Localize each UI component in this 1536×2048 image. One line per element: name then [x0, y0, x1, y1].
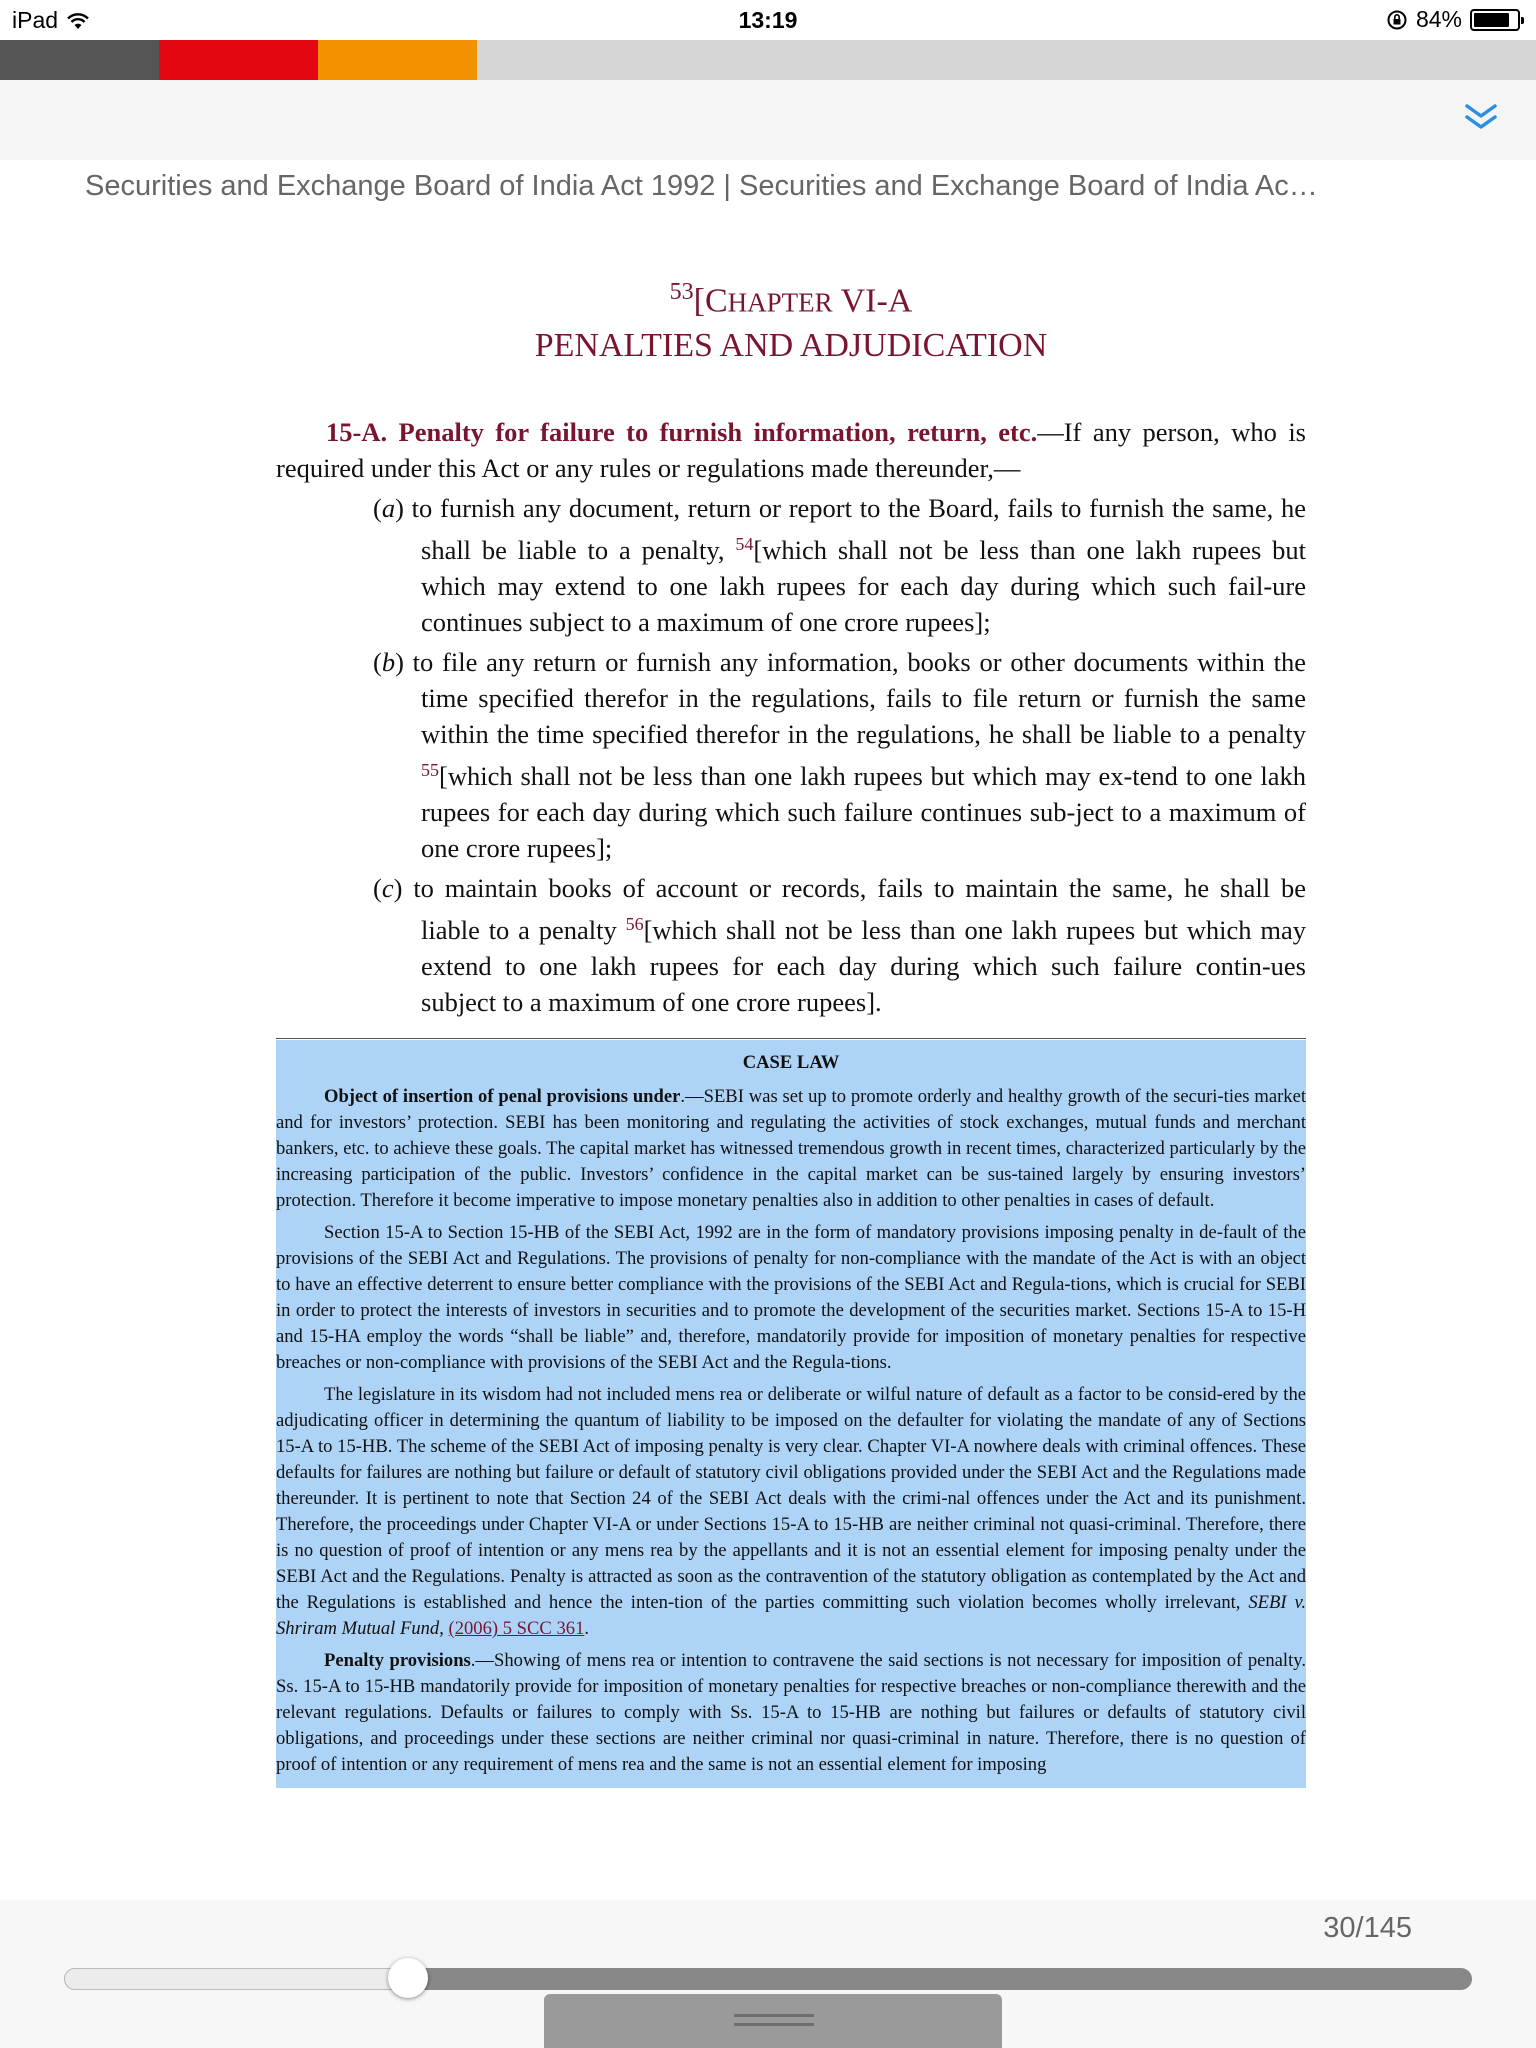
chapter-title: PENALTIES AND ADJUDICATION	[534, 327, 1048, 365]
section-heading: 15-A. Penalty for failure to furnish information, return, etc.	[326, 417, 1038, 448]
book-page	[276, 270, 1306, 1788]
clock: 13:19	[738, 7, 798, 33]
footnote-marker[interactable]: 56	[625, 914, 644, 935]
reader-toolbar	[0, 80, 1536, 160]
color-progress-bar	[0, 40, 1536, 80]
case-law-title: CASE LAW	[742, 1052, 840, 1074]
collapse-toolbar-button[interactable]	[1456, 92, 1506, 142]
case-law-paragraph: Section 15-A to Section 15-HB of the SEBI Act, 1992 are in the form of mandatory provisions imposing penalty in de-fault of the provisions of the SEBI Act and Regulations. The provisions of penalty for non-compliance with the mandate of the Act is with an object to have an effective deterrent to ensure better compliance with the provisions of the SEBI Act and Regula-tions, which is crucial for SEBI in order to protect the interests of investors in securities and to promote the development of the securities market. Sections 15-A to 15-H and 15-HA employ the words “shall be liable” and, therefore, mandatorily provide for imposition of monetary penalties for respective breaches or non-compliance with provisions of the SEBI Act and the Regula-tions.	[276, 1222, 1306, 1374]
battery-level	[1474, 13, 1509, 27]
status-right	[1386, 6, 1520, 33]
document-title: Securities and Exchange Board of India Act 1992 | Securities and Exchange Board of India Ac…	[85, 170, 1318, 202]
chapter-heading	[276, 270, 1306, 368]
page-indicator: 30/145	[1323, 1912, 1412, 1944]
color-segment	[0, 40, 159, 80]
page-slider-thumb[interactable]	[388, 1958, 428, 1998]
drawer-handle[interactable]	[544, 1994, 1002, 2048]
divider	[276, 1038, 1306, 1039]
case-law-paragraph: Penalty provisions.—Showing of mens rea or intention to contravene the said sections is not necessary for imposition of penalty. Ss. 15-A to 15-HB mandatorily provide for imposition of monetary penalties for respective breaches or non-compliance therewith and the relevant regulations. Defaults or failures to comply with Ss. 15-A to 15-HB are nothing but failures or defaults of statutory civil obligations, and proceedings under these sections are neither criminal nor quasi-criminal in nature. Therefore, there is no question of proof of intention or any requirement of mens rea and the same is not an essential element for imposing	[276, 1650, 1306, 1776]
section-15a	[276, 414, 1306, 486]
battery-percent: 84%	[1415, 6, 1462, 32]
citation-link[interactable]: (2006) 5 SCC 361	[448, 1618, 585, 1640]
clause-a: (a) to furnish any document, return or report to the Board, fails to furnish the same, he shall be liable to a penalty, $^{54}$[which shall not be less than one lakh rupees but which may extend to one lakh rupees for each day during which such fail-ure continues subject to a maximum of one crore rupees];	[373, 493, 1307, 638]
clause-b: (b) to file any return or furnish any information, books or other documents within the time specified therefor in the regulations, fails to file return or furnish the same within the time specified therefor in the regulations, he shall be liable to a penalty $^{55}$[which shall not be less than one lakh rupees but which may ex-tend to one lakh rupees for each day during which such failure continues sub-ject to a maximum of one crore rupees];	[373, 647, 1306, 864]
rotation-lock-icon	[1386, 9, 1408, 31]
double-chevron-down-icon	[1463, 102, 1499, 132]
clause-c: (c) to maintain books of account or records, fails to maintain the same, he shall be liable to a penalty $^{56}$[which shall not be less than one lakh rupees but which may extend to one lakh rupees for each day during which such failure contin-ues subject to a maximum of one crore rupees].	[373, 873, 1307, 1018]
color-segment	[318, 40, 477, 80]
section-intro: —If any person, who is required under this Act or any rules or regulations made thereunder,—	[276, 417, 1306, 484]
color-segment	[159, 40, 318, 80]
case-law-paragraph: Object of insertion of penal provisions under.—SEBI was set up to promote orderly and healthy growth of the securi-ties market and for investors’ protection. SEBI has been monitoring and regulating the activities of stock exchanges, mutual funds and merchant bankers, etc. to achieve these goals. The capital market has witnessed tremendous growth in recent times, characterized particularly by the increasing participation of the public. Investors’ confidence in the capital market can be sus-tained largely by ensuring investors’ protection. Therefore it become imperative to impose monetary penalties also in addition to other penalties in cases of default.	[276, 1086, 1306, 1212]
status-bar	[0, 0, 1536, 40]
footnote-marker[interactable]: 55	[421, 760, 439, 781]
bottom-bar	[0, 1900, 1536, 2048]
grip-icon	[734, 2014, 814, 2032]
footnote-marker[interactable]: 54	[735, 534, 754, 555]
case-law-paragraph: The legislature in its wisdom had not included mens rea or deliberate or wilful nature of default as a factor to be consid-ered by the adjudicating officer in determining the quantum of liability to be imposed on the defaulter for violating the mandate of any of Sections 15-A to 15-HB. The scheme of the SEBI Act of imposing penalty is very clear. Chapter VI-A nowhere deals with criminal offences. These defaults for failures are nothing but failure or default of statutory civil obligations provided under the SEBI Act and the Regulations made thereunder. It is pertinent to note that Section 24 of the SEBI Act deals with the crimi-nal offences under the Act and its punishment. Therefore, the proceedings under Chapter VI-A or under Sections 15-A to 15-HB are neither criminal not quasi-criminal. Therefore, there is no question of proof of intention or any mens rea by the appellants and it is not an essential element for imposing penalty under the SEBI Act and the Regulations. Penalty is attracted as soon as the contravention of the statutory obligation as contemplated by the Act and the Regulations is established and hence the inten-tion of the parties committing such violation becomes wholly irrelevant, SEBI v. Shriram Mutual Fund, (2006) 5 SCC 361.	[276, 1384, 1307, 1640]
device-name: iPad	[12, 7, 59, 33]
case-law-highlight[interactable]	[276, 1040, 1306, 1788]
chapter-footnote[interactable]: 53	[669, 279, 694, 305]
page-slider-progress	[64, 1968, 408, 1990]
page-slider[interactable]	[64, 1968, 1472, 1990]
battery-icon	[1470, 9, 1520, 31]
chapter-label: $^{53}$[CHAPTER VI-A	[669, 279, 913, 320]
